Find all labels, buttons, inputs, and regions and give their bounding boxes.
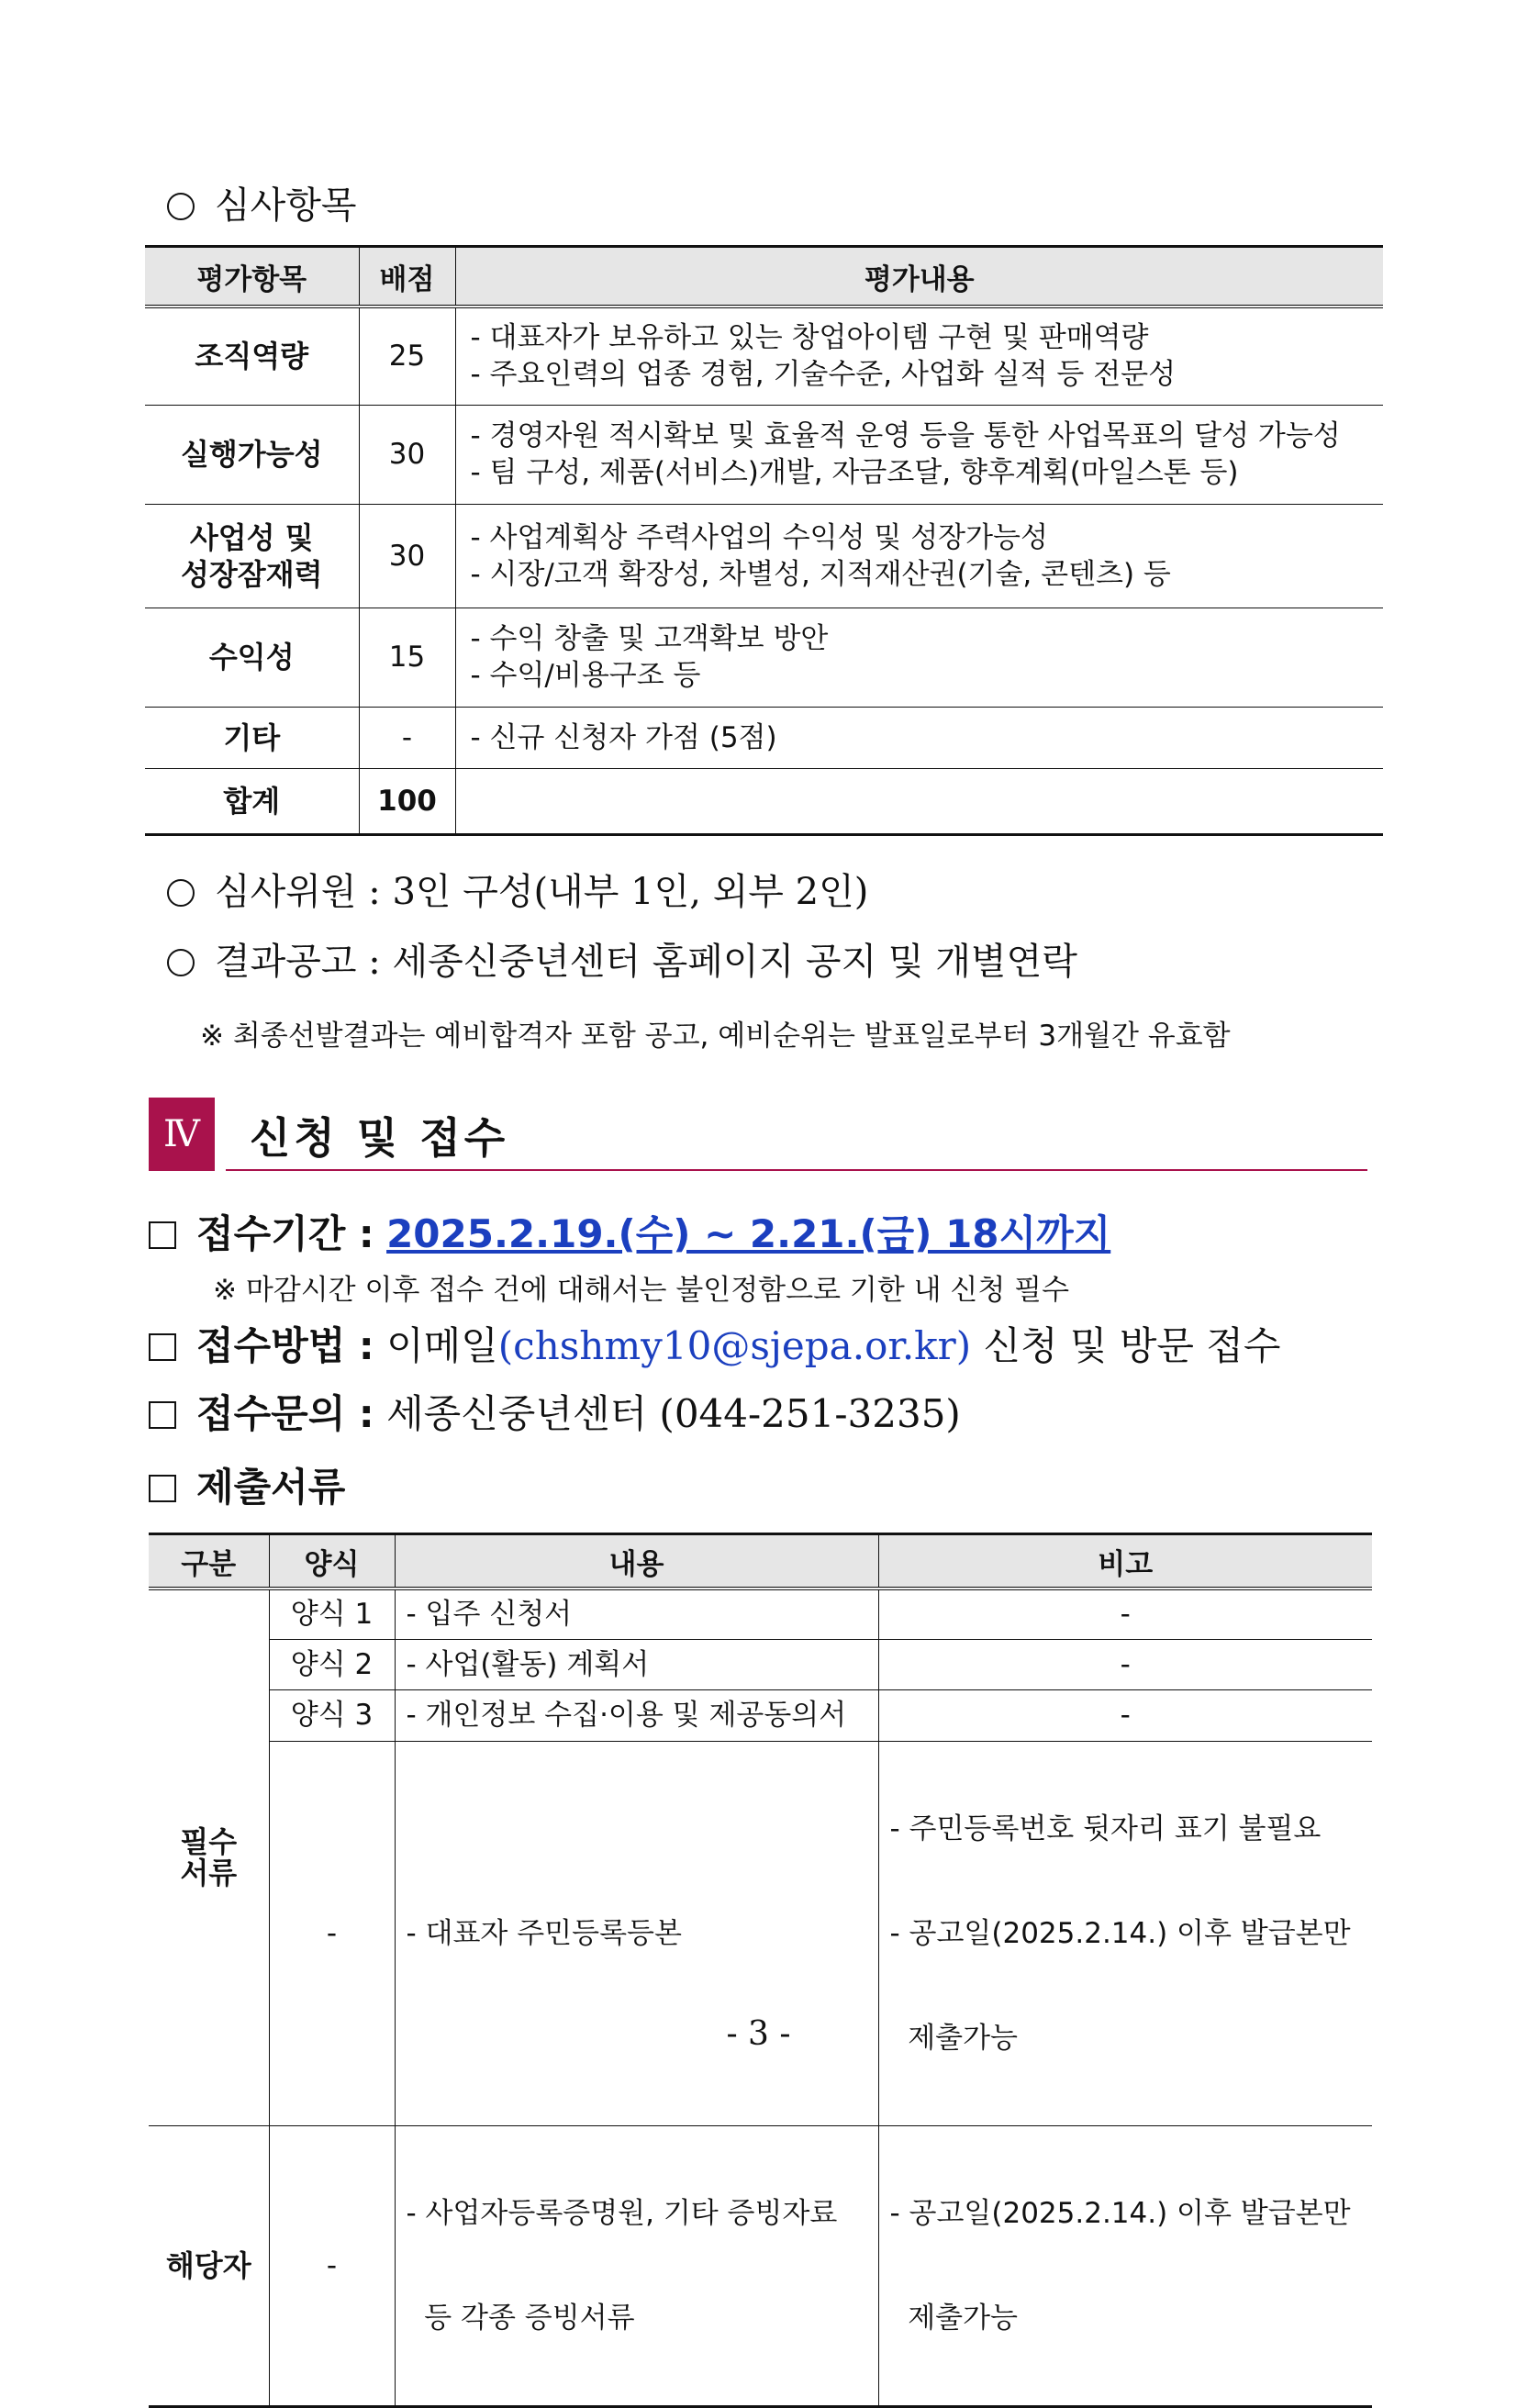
header-score: 배점 [359,247,455,307]
row-score: 30 [359,405,455,504]
reception-period: 접수기간 : 2025.2.19.(수) ~ 2.21.(금) 18시까지 [149,1204,1110,1259]
checkbox-square-icon [149,1401,176,1429]
reviewers-line: 심사위원 : 3인 구성(내부 1인, 외부 2인) [167,863,868,915]
row-form: 양식 1 [269,1589,395,1639]
header-form: 양식 [269,1534,395,1589]
row-form: 양식 3 [269,1689,395,1741]
table-header-row [145,247,1383,307]
row-category: 사업성 및 성장잠재력 [145,504,359,608]
header-category: 평가항목 [145,247,359,307]
reception-inquiry: 접수문의 : 세종신중년센터 (044-251-3235) [149,1384,961,1439]
circle-bullet-icon [167,879,195,907]
reception-period-value: 2025.2.19.(수) ~ 2.21.(금) 18시까지 [386,1211,1111,1256]
checkbox-square-icon [149,1333,176,1361]
row-content: - 대표자 주민등록등본 [395,1741,878,2125]
row-content: - 사업계획상 주력사업의 수익성 및 성장가능성 - 시장/고객 확장성, 차별성, 지적재산권(기술, 콘텐츠) 등 [455,504,1383,608]
documents-table [149,1533,1372,2408]
row-note: - 주민등록번호 뒷자리 표기 불필요 - 공고일(2025.2.14.) 이후 발급본만 제출가능 [878,1741,1372,2125]
table-row [149,2125,1372,2406]
row-score: 100 [359,768,455,834]
section-title: 신청 및 접수 [250,1113,509,1163]
reception-method: 접수방법 : 이메일(chshmy10@sjepa.or.kr) 신청 및 방문 접수 [149,1316,1281,1371]
table-row [149,1689,1372,1741]
header-content: 평가내용 [455,247,1383,307]
table-row [149,1741,1372,2125]
row-score: - [359,707,455,768]
row-form: 양식 2 [269,1639,395,1689]
announcement-line: 결과공고 : 세종신중년센터 홈페이지 공지 및 개별연락 [167,932,1077,985]
table-row [145,307,1383,405]
row-category: 조직역량 [145,307,359,405]
row-content: - 입주 신청서 [395,1589,878,1639]
row-content: - 사업자등록증명원, 기타 증빙자료 등 각종 증빙서류 [395,2125,878,2406]
row-note: - [878,1589,1372,1639]
row-note: - [878,1639,1372,1689]
announcement-note: ※ 최종선발결과는 예비합격자 포함 공고, 예비순위는 발표일로부터 3개월간 유효함 [200,1020,1231,1053]
row-content [455,768,1383,834]
reception-period-note: ※ 마감시간 이후 접수 건에 대해서는 불인정함으로 기한 내 신청 필수 [213,1274,1070,1307]
checkbox-square-icon [149,1475,176,1502]
row-content: - 대표자가 보유하고 있는 창업아이템 구현 및 판매역량 - 주요인력의 업종 경험, 기술수준, 사업화 실적 등 전문성 [455,307,1383,405]
header-content: 내용 [395,1534,878,1589]
row-form: - [269,1741,395,2125]
table-row [149,1589,1372,1639]
section-number-badge: Ⅳ [149,1098,215,1171]
row-score: 15 [359,608,455,707]
header-group: 구분 [149,1534,269,1589]
row-category: 합계 [145,768,359,834]
group-required-docs: 필수 서류 [149,1589,269,2125]
row-note: - 공고일(2025.2.14.) 이후 발급본만 제출가능 [878,2125,1372,2406]
row-category: 실행가능성 [145,405,359,504]
row-content: - 사업(활동) 계획서 [395,1639,878,1689]
row-content: - 수익 창출 및 고객확보 방안 - 수익/비용구조 등 [455,608,1383,707]
section-divider [226,1169,1367,1171]
row-content: - 신규 신청자 가점 (5점) [455,707,1383,768]
table-row-total [145,768,1383,834]
header-note: 비고 [878,1534,1372,1589]
table-row [145,707,1383,768]
table-row [145,405,1383,504]
row-form: - [269,2125,395,2406]
table-row [145,504,1383,608]
email-link[interactable]: (chshmy10@sjepa.or.kr) [497,1323,972,1368]
documents-heading: 제출서류 [149,1457,345,1512]
row-content: - 경영자원 적시확보 및 효율적 운영 등을 통한 사업목표의 달성 가능성 - 팀 구성, 제품(서비스)개발, 자금조달, 향후계획(마일스톤 등) [455,405,1383,504]
review-items-heading: 심사항목 [167,176,357,229]
checkbox-square-icon [149,1221,176,1249]
row-score: 30 [359,504,455,608]
row-category: 수익성 [145,608,359,707]
page-number: - 3 - [726,2015,791,2053]
row-note: - [878,1689,1372,1741]
circle-bullet-icon [167,949,195,976]
circle-bullet-icon [167,193,195,220]
table-row [149,1639,1372,1689]
evaluation-table [145,245,1383,836]
table-header-row [149,1534,1372,1589]
row-category: 기타 [145,707,359,768]
table-row [145,608,1383,707]
row-score: 25 [359,307,455,405]
group-applicable: 해당자 [149,2125,269,2406]
row-content: - 개인정보 수집·이용 및 제공동의서 [395,1689,878,1741]
